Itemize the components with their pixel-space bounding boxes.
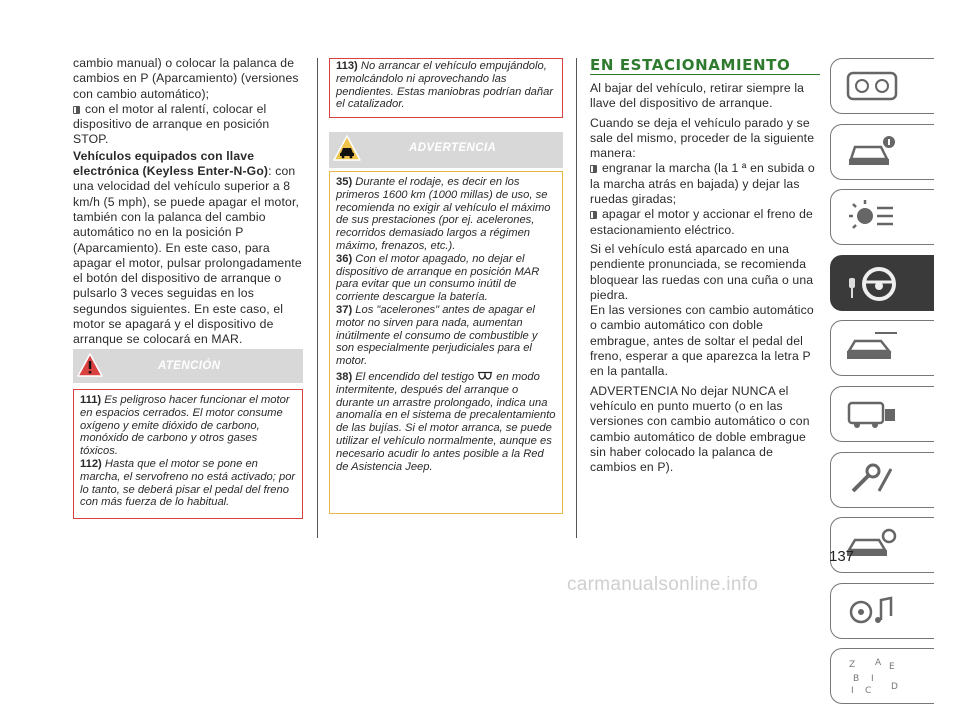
paragraph: Si el vehículo está aparcado en una pendiente pronunciada, se recomienda bloquear las ruedas con una cuña o una piedra.	[590, 241, 814, 302]
warning-title: ADVERTENCIA	[409, 142, 497, 154]
bullet-icon	[73, 106, 80, 114]
paragraph: En las versiones con cambio automático o cambio automático con doble embrague, antes de soltar el pedal del freno, esperar a que aparezca la letra P en la pantalla.	[590, 303, 814, 379]
column-1	[73, 56, 303, 348]
bold-lead: Vehículos equipados con llave electrónica (Keyless Enter-N-Go)	[73, 148, 269, 179]
svg-text:E: E	[889, 662, 895, 673]
list-item: engranar la marcha (la 1 ª en subida o la marcha atrás en bajada) y dejar las ruedas giradas;	[590, 161, 815, 207]
attention-item: 113) No arrancar el vehículo empujándolo, remolcándolo ni aprovechando las pendientes. Estas maniobras podrían dañar el catalizador.	[336, 60, 554, 111]
svg-text:Z: Z	[849, 660, 856, 671]
steering-key-icon	[845, 264, 903, 304]
attention-item: 111) Es peligroso hacer funcionar el motor en espacios cerrados. El motor consume oxígeno y emite dióxido de carbono, monóxido de carbono y otros gases tóxicos.	[80, 394, 290, 458]
bullet-text: con el motor al ralentí, colocar el dispositivo de arranque en posición STOP.	[73, 101, 270, 147]
tab-service[interactable]	[830, 386, 934, 442]
paragraph: Cuando se deja el vehículo parado y se sale del mismo, proceder de la siguiente manera:	[590, 115, 815, 161]
watermark: carmanualsonline.info	[567, 574, 759, 595]
index-icon	[845, 657, 905, 697]
section-title: EN ESTACIONAMIENTO	[590, 56, 791, 74]
page-number: 137	[829, 548, 855, 565]
car-safety-icon	[845, 329, 899, 367]
tab-dashboard[interactable]	[830, 58, 934, 114]
attention-item: 112) Hasta que el motor se pone en marcha, el servofreno no está activado; por lo tanto, se deberá pisar el pedal del freno con más fuerza de lo habitual.	[80, 457, 296, 509]
media-icon	[845, 592, 899, 630]
car-dashboard-icon	[845, 67, 899, 105]
attention-box-continued	[329, 58, 563, 118]
paragraph: Al bajar del vehículo, retirar siempre la llave del dispositivo de arranque.	[590, 81, 805, 111]
car-warning-icon	[333, 135, 361, 161]
warning-triangle-icon	[77, 353, 103, 377]
svg-text:A: A	[875, 658, 882, 669]
tab-car-info[interactable]	[830, 124, 934, 180]
attention-box	[73, 389, 303, 519]
column-divider	[317, 58, 318, 538]
warning-item: 35) Durante el rodaje, es decir en los primeros 1600 km (1000 millas) de uso, se recomienda no exigir al vehículo el máximo de sus prestaciones (por ej. acelerones, recorridos demasiado largos a régimen máximo, frenazos, etc.).	[336, 176, 551, 252]
tab-tools[interactable]	[830, 452, 934, 508]
column-divider	[576, 58, 577, 538]
warning-item: 37) Los "acelerones" antes de apagar el motor no sirven para nada, aumentan inútilmente el consumo de combustible y son especialmente perjudiciales para el motor.	[336, 303, 538, 368]
paragraph: ADVERTENCIA No dejar NUNCA el vehículo en punto muerto (o en las versiones con cambio automático o con cambio automático de doble embrague sin haber colocado la palanca de cambios en P).	[590, 383, 810, 475]
paragraph	[73, 149, 303, 348]
paragraph: cambio manual) o colocar la palanca de cambios en P (Aparcamiento) (versiones con cambio automático);	[73, 56, 299, 101]
column-3	[590, 81, 818, 475]
svg-text:C: C	[865, 686, 872, 697]
tab-multimedia[interactable]	[830, 583, 934, 639]
warning-item: 36) Con el motor apagado, no dejar el dispositivo de arranque en posición MAR para evitar que un consumo inútil de corriente descargue la batería.	[336, 252, 540, 304]
tab-starting-driving[interactable]	[830, 255, 934, 311]
bullet-icon	[590, 165, 597, 173]
warning-item: 38) El encendido del testigo en modo intermitente, después del arranque o durante un arrastre prolongado, indica una anomalía en el sistema de precalentamiento de las bujías. Si el motor arranca, se puede utilizar el vehículo normalmente, aunque es necesario acudir lo antes posible a la Red de Asistencia Jeep.	[336, 370, 556, 473]
svg-text:D: D	[891, 682, 898, 693]
warning-box	[329, 171, 563, 514]
svg-text:I: I	[871, 674, 874, 685]
glow-plug-icon	[477, 371, 493, 380]
tab-lights[interactable]	[830, 189, 934, 245]
chapter-tabs	[830, 58, 934, 714]
car-service-icon	[845, 395, 899, 433]
bullet-icon	[590, 211, 597, 219]
paragraph	[73, 102, 303, 148]
paragraph-text: : con una velocidad del vehículo superior a 8 km/h (5 mph), se puede apagar el motor, también con la palanca del cambio automático no en la posición P (Aparcamiento). En este caso, para apagar el motor, pulsar prolongadamente el botón del dispositivo de arranque o pulsarlo 3 veces seguidas en los segundos siguientes. En este caso, el motor se apagará y el dispositivo de arranque se colocará en MAR.	[73, 164, 302, 347]
tab-index[interactable]	[830, 648, 934, 704]
svg-text:I: I	[851, 686, 854, 697]
list-item: apagar el motor y accionar el freno de estacionamiento eléctrico.	[590, 207, 813, 237]
lights-icon	[845, 198, 899, 236]
car-info-icon	[845, 133, 899, 171]
svg-text:B: B	[853, 674, 860, 685]
tab-safety[interactable]	[830, 320, 934, 376]
section-title-underline	[590, 74, 820, 75]
tools-icon	[845, 461, 899, 499]
attention-title: ATENCIÓN	[158, 360, 221, 372]
